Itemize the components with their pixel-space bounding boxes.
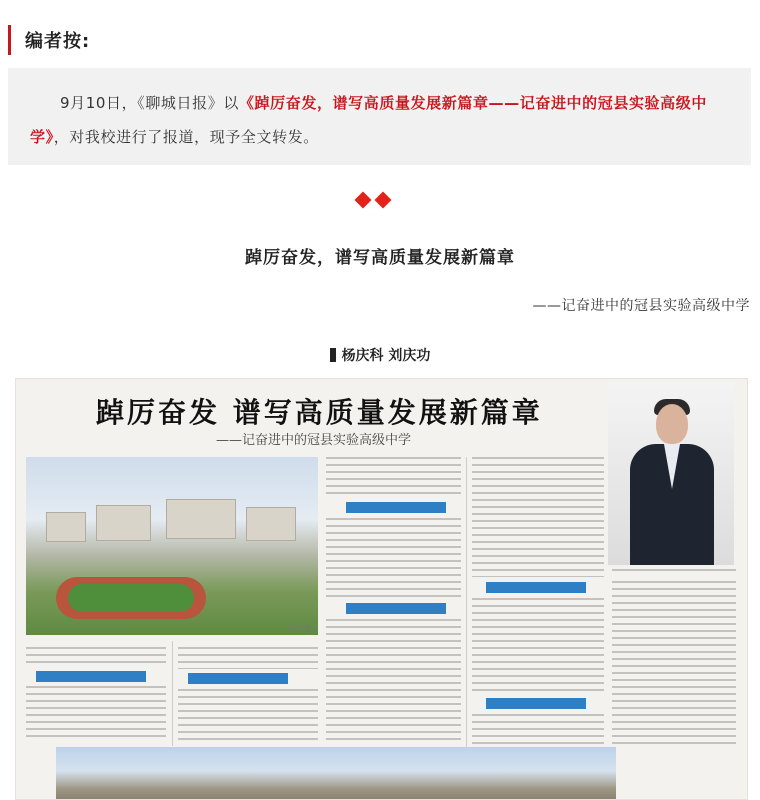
- column-divider: [466, 457, 467, 747]
- text-column: [472, 714, 604, 744]
- section-heading-bar: [346, 502, 446, 513]
- school-photo-strip: [56, 747, 616, 800]
- editor-note-title: 编者按:: [25, 31, 91, 52]
- byline-authors: 杨庆科 刘庆功: [341, 348, 431, 364]
- newspaper-scan-image: [15, 378, 748, 800]
- text-column: [472, 598, 604, 693]
- byline-marker-icon: [330, 348, 336, 362]
- section-heading-bar: [486, 582, 586, 593]
- text-column: [26, 686, 166, 741]
- notice-box: [8, 68, 751, 165]
- article-byline: [0, 345, 760, 365]
- article-subtitle: ——记奋进中的冠县实验高级中学: [532, 298, 750, 314]
- football-field-shape: [68, 584, 194, 612]
- text-column: [612, 581, 736, 744]
- diamond-icon: [375, 192, 392, 209]
- section-heading-bar: [486, 698, 586, 709]
- text-column: [472, 457, 604, 577]
- building-shape: [96, 505, 151, 541]
- building-shape: [246, 507, 296, 541]
- divider-ornament: [357, 194, 389, 206]
- building-shape: [46, 512, 86, 542]
- newspaper-subhead: ——记奋进中的冠县实验高级中学: [216, 433, 412, 448]
- editor-note-header: [8, 25, 90, 55]
- newspaper-headline: 踔厉奋发 谱写高质量发展新篇章: [96, 396, 543, 429]
- text-column: [178, 689, 318, 744]
- building-shape: [166, 499, 236, 539]
- notice-article-link[interactable]: 《踔厉奋发，谱写高质量发展新篇章——记奋进中的冠县实验高级中学》: [30, 94, 707, 146]
- text-column: [178, 647, 318, 669]
- photo-caption: 校园鸟瞰: [287, 625, 312, 632]
- campus-aerial-photo: [26, 457, 318, 635]
- portrait-caption-line: [612, 569, 736, 575]
- column-divider: [172, 641, 173, 746]
- section-heading-bar: [346, 603, 446, 614]
- section-heading-bar: [36, 671, 146, 682]
- text-column: [326, 518, 461, 598]
- text-column: [326, 457, 461, 497]
- text-column: [26, 647, 166, 667]
- diamond-icon: [355, 192, 372, 209]
- notice-suffix: ，对我校进行了报道，现予全文转发。: [53, 128, 319, 146]
- text-column: [326, 619, 461, 744]
- section-heading-bar: [188, 673, 288, 684]
- notice-prefix: 9月10日，《聊城日报》以: [60, 94, 239, 112]
- article-title: 踔厉奋发，谱写高质量发展新篇章: [245, 248, 515, 268]
- editor-note-accent-bar: [8, 25, 11, 55]
- principal-portrait-photo: [608, 382, 734, 565]
- person-head-shape: [656, 404, 688, 444]
